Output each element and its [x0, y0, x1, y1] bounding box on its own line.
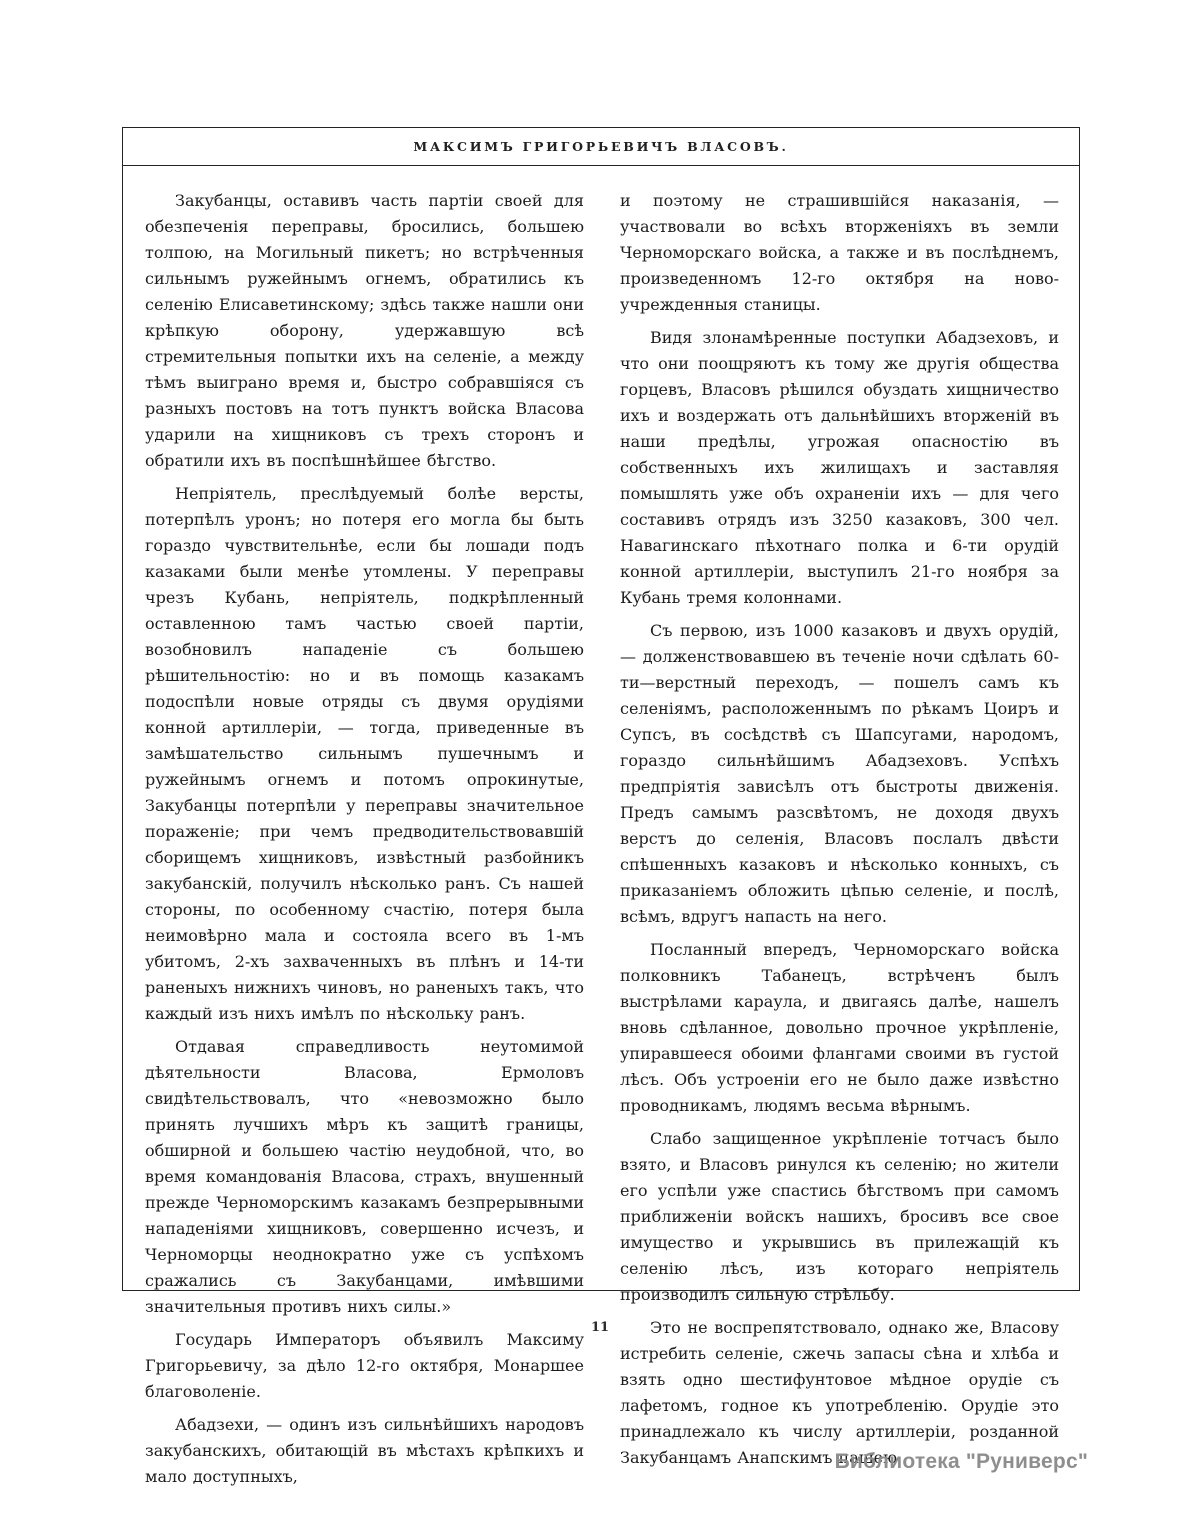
paragraph: Государь Императоръ объявилъ Максиму Григорьевичу, за дѣло 12-го октября, Монаршее благоволеніе. [145, 1330, 584, 1401]
paragraph: Слабо защищенное укрѣпленіе тотчасъ было взято, и Власовъ ринулся къ селенію; но жители его успѣли уже спастись бѣгствомъ при самомъ приближеніи войскъ нашихъ, бросивъ все свое имущество и укрывшись въ прилежащій къ селенію лѣсъ, изъ котораго непріятель производилъ сильную стрѣльбу. [620, 1129, 1059, 1304]
paragraph: Отдавая справедливость неутомимой дѣятельности Власова, Ермоловъ свидѣтельствовалъ, что «невозможно было принять лучшихъ мѣръ къ защитѣ границы, обширной и большею частію неудобной, что, во время командованія Власова, страхъ, внушенный прежде Черноморскимъ казакамъ безпрерывными нападеніями хищниковъ, совершенно исчезъ, и Черноморцы неоднократно уже съ успѣхомъ сражались съ Закубанцами, имѣвшими значительныя противъ нихъ силы.» [145, 1037, 584, 1316]
paragraph: и поэтому не страшившійся наказанія, — участвовали во всѣхъ вторженіяхъ въ земли Черноморскаго войска, а также и въ послѣднемъ, произведенномъ 12-го октября на ново-учрежденныя станицы. [620, 191, 1059, 314]
paragraph: Непріятель, преслѣдуемый болѣе версты, потерпѣлъ уронъ; но потеря его могла бы быть гораздо чувствительнѣе, если бы лошади подъ казаками были менѣе утомлены. У переправы чрезъ Кубань, непріятель, подкрѣпленный оставленною тамъ частью своей партіи, возобновилъ нападеніе съ большею рѣшительностію: но и въ помощь казакамъ подоспѣли новые отряды съ двумя орудіями конной артиллеріи, — тогда, приведенные въ замѣшательство сильнымъ пушечнымъ и ружейнымъ огнемъ и потомъ опрокинутые, Закубанцы потерпѣли у переправы значительное пораженіе; при чемъ предводительствовавшій сборищемъ хищниковъ, извѣстный разбойникъ закубанскій, получилъ нѣсколько ранъ. Съ нашей стороны, по особенному счастію, потеря была неимовѣрно мала и состояла всего въ 1-мъ убитомъ, 2-хъ захваченныхъ въ плѣнъ и 14-ти раненыхъ нижнихъ чиновъ, но раненыхъ такъ, что каждый изъ нихъ имѣлъ по нѣскольку ранъ. [145, 484, 584, 1023]
page-title: МАКСИМЪ ГРИГОРЬЕВИЧЪ ВЛАСОВЪ. [413, 139, 789, 154]
paragraph: Абадзехи, — одинъ изъ сильнѣйшихъ народовъ закубанскихъ, обитающій въ мѣстахъ крѣпкихъ и мало доступныхъ, [145, 1415, 584, 1486]
right-column [620, 188, 1059, 1490]
page-number: 11 [590, 1320, 610, 1335]
text-columns [123, 166, 1079, 1490]
paragraph: Посланный впередъ, Черноморскаго войска полковникъ Табанецъ, встрѣченъ былъ выстрѣлами караула, и двигаясь далѣе, нашелъ вновь сдѣланное, довольно прочное укрѣпленіе, упиравшееся обоими флангами своими въ густой лѣсъ. Объ устроеніи его не было даже извѣстно проводникамъ, людямъ весьма вѣрнымъ. [620, 940, 1059, 1115]
paragraph: Съ первою, изъ 1000 казаковъ и двухъ орудій, — долженствовавшею въ теченіе ночи сдѣлать 60-ти—верстный переходъ, — пошелъ самъ къ селеніямъ, расположеннымъ по рѣкамъ Цоиръ и Супсъ, въ сосѣдствѣ съ Шапсугами, народомъ, гораздо сильнѣйшимъ Абадзеховъ. Успѣхъ предпріятія зависѣлъ отъ быстроты движенія. Предъ самымъ разсвѣтомъ, не доходя двухъ верстъ до селенія, Власовъ послалъ двѣсти спѣшенныхъ казаковъ и нѣсколько конныхъ, съ приказаніемъ обложить цѣпью селеніе, и послѣ, всѣмъ, вдругъ напасть на него. [620, 621, 1059, 926]
paragraph: Видя злонамѣренные поступки Абадзеховъ, и что они поощряютъ къ тому же другія общества горцевъ, Власовъ рѣшился обуздать хищничество ихъ и воздержать отъ дальнѣйшихъ вторженій въ наши предѣлы, угрожая опасностію въ собственныхъ ихъ жилищахъ и заставляя помышлять уже объ охраненіи ихъ — для чего составивъ отрядъ изъ 3250 казаковъ, 300 чел. Навагинскаго пѣхотнаго полка и 6-ти орудій конной артиллеріи, выступилъ 21-го ноября за Кубань тремя колоннами. [620, 328, 1059, 607]
paragraph: Закубанцы, оставивъ часть партіи своей для обезпеченія переправы, бросились, большею толпою, на Могильный пикетъ; но встрѣченныя сильнымъ ружейнымъ огнемъ, обратились къ селенію Елисаветинскому; здѣсь также нашли они крѣпкую оборону, удержавшую всѣ стремительныя попытки ихъ на селеніе, а между тѣмъ выиграно время и, быстро собравшіяся съ разныхъ постовъ на тотъ пунктъ войска Власова ударили на хищниковъ съ трехъ сторонъ и обратили ихъ въ поспѣшнѣйшее бѣгство. [145, 191, 584, 470]
left-column [145, 188, 584, 1490]
library-watermark: Библиотека "Руниверс" [834, 1450, 1088, 1473]
paragraph: Это не воспрепятствовало, однако же, Власову истребить селеніе, сжечь запасы сѣна и хлѣба и взять одно шестифунтовое мѣдное орудіе съ лафетомъ, годное къ употребленію. Орудіе это принадлежало къ числу артиллеріи, розданной Закубанцамъ Анапскимъ пашею. [620, 1318, 1059, 1467]
page-header [123, 128, 1079, 166]
